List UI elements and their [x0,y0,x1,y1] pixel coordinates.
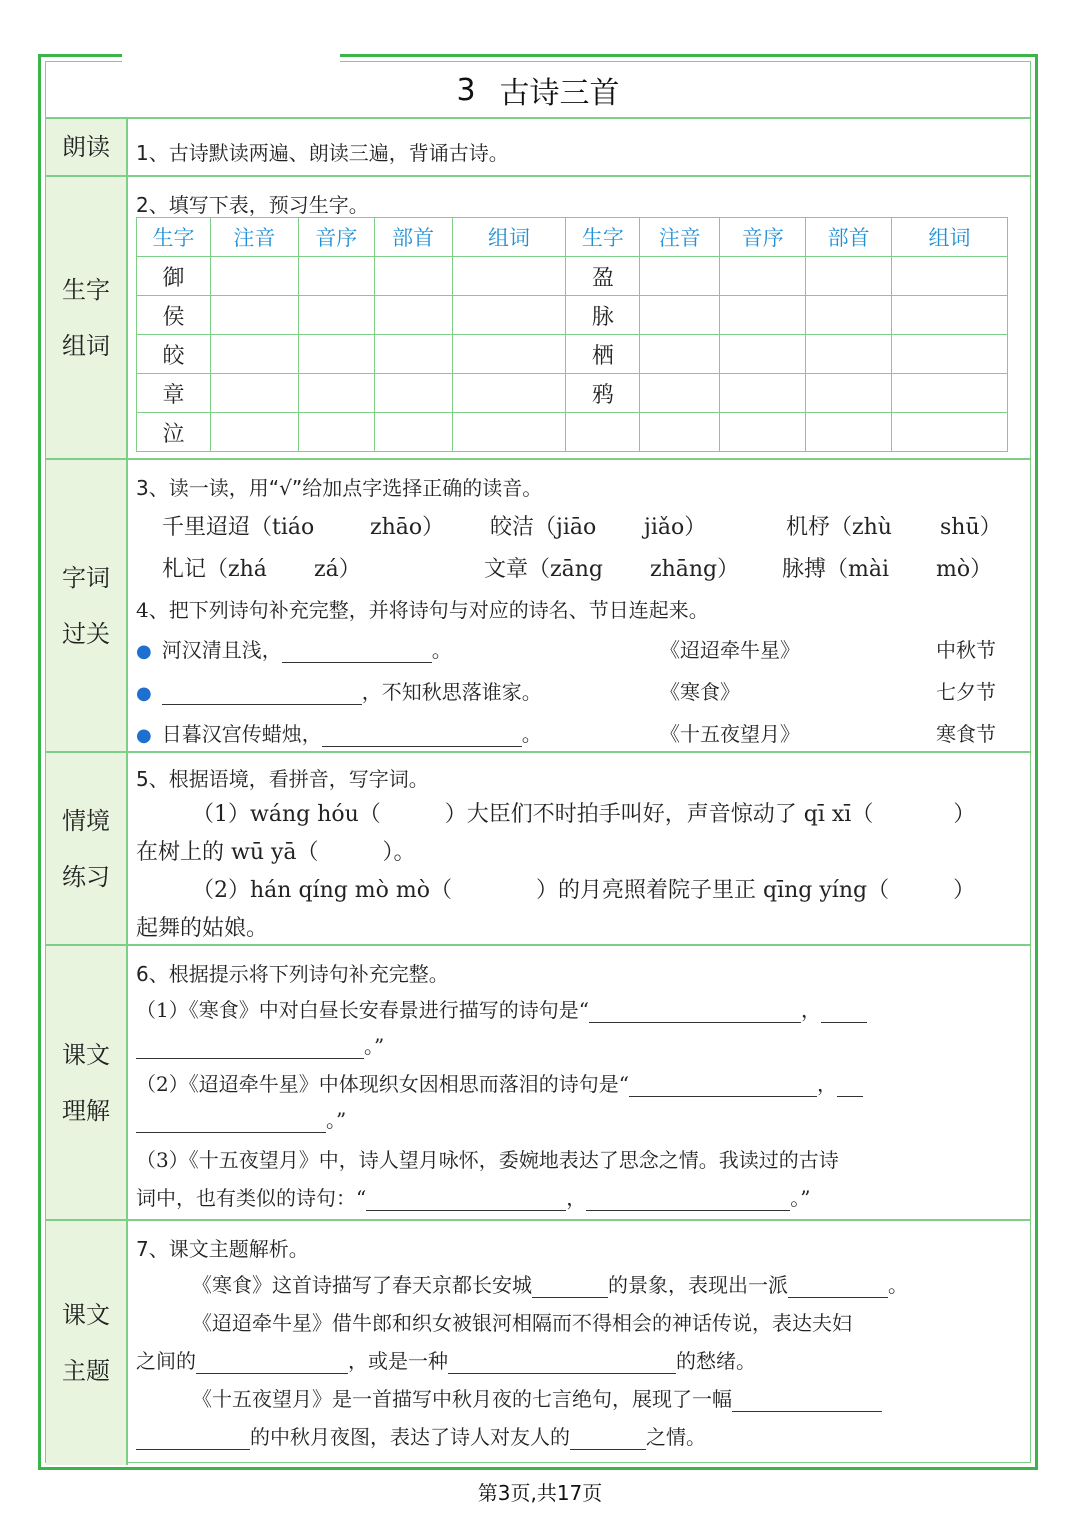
question-text: ， [566,1186,587,1210]
answer-blank[interactable] [282,640,432,663]
blank-cell[interactable] [452,257,566,296]
character-cell: 御 [137,257,211,296]
blank-cell[interactable] [806,374,892,413]
answer-blank[interactable] [629,1074,817,1097]
header-cell: 生字 [137,218,211,257]
pinyin-text: ）大臣们不时拍手叫好，声音惊动了 qī xī（ [444,802,874,827]
blank-cell[interactable] [210,335,298,374]
table-row [137,413,1008,452]
header-cell: 音序 [720,218,806,257]
question-2-cont [136,1104,346,1133]
poem-text: 。 [431,638,452,662]
poem-text: ，不知秋思落谁家。 [361,680,542,704]
blank-cell[interactable] [720,413,806,452]
blank-cell[interactable] [452,296,566,335]
pron-item: mò） [936,557,993,582]
poem-line [136,676,542,705]
instruction-1: 1、古诗默读两遍、朗读三遍，背诵古诗。 [136,141,509,165]
blank-cell[interactable] [640,335,720,374]
pinyin-item [136,835,416,866]
blank-cell[interactable] [298,296,374,335]
pinyin-text: ） [953,802,976,827]
header-cell: 组词 [452,218,566,257]
theme-line [192,1383,882,1412]
section-label [46,1221,128,1465]
header-cell: 注音 [210,218,298,257]
character-cell: 皎 [137,335,211,374]
label-text: 生字 [62,275,110,304]
character-table [136,217,1008,452]
header-cell: 音序 [298,218,374,257]
answer-blank[interactable] [821,1000,867,1023]
blank-cell[interactable] [720,335,806,374]
section-comprehension [46,944,1030,1219]
question-text: 。” [790,1186,811,1210]
theme-text: 的景象，表现出一派 [608,1273,788,1297]
blank-cell[interactable] [452,335,566,374]
blank-cell[interactable] [806,413,892,452]
character-cell [566,413,640,452]
section-context-practice [46,751,1030,944]
poem-text: 。 [521,722,542,746]
label-text: 字词 [62,563,110,592]
blank-cell[interactable] [210,374,298,413]
blank-cell[interactable] [298,413,374,452]
poem-title: 《寒食》 [660,680,740,704]
festival-name: 寒食节 [936,722,996,746]
blank-cell[interactable] [892,374,1008,413]
header-cell: 部首 [374,218,452,257]
blank-cell[interactable] [374,335,452,374]
header-cell: 组词 [892,218,1008,257]
bullet-icon: ● [136,725,152,746]
pron-item: zhāo） [370,515,445,540]
question-1 [136,994,867,1023]
theme-text: ，或是一种 [348,1349,448,1373]
table-row [137,374,1008,413]
answer-blank[interactable] [162,682,362,705]
section-label [46,177,128,458]
blank-cell[interactable] [892,335,1008,374]
blank-cell[interactable] [720,374,806,413]
pinyin-text: （2）hán qíng mò mò（ [192,878,453,903]
poem-title: 《迢迢牵牛星》 [660,638,800,662]
question-text: ， [800,998,821,1022]
character-cell: 盈 [566,257,640,296]
lesson-number: 3 [456,72,476,108]
pinyin-text: 在树上的 wū yā（ [136,840,319,865]
blank-cell[interactable] [640,413,720,452]
answer-blank[interactable] [837,1074,863,1097]
label-text: 朗读 [62,133,110,161]
pinyin-text: ） [953,878,976,903]
theme-line [192,1269,908,1298]
section-label [46,753,128,944]
answer-blank[interactable] [136,1427,250,1450]
question-3-cont [136,1182,810,1211]
theme-text: 的愁绪。 [676,1349,756,1373]
blank-cell[interactable] [640,257,720,296]
festival-name: 中秋节 [936,638,996,662]
frame-gap [122,48,340,62]
section-words [46,458,1030,751]
pinyin-item: 起舞的姑娘。 [136,916,269,941]
blank-cell[interactable] [210,257,298,296]
blank-cell[interactable] [374,257,452,296]
question-1-cont [136,1030,384,1059]
table-row [137,257,1008,296]
section-read-aloud [46,117,1030,175]
question-text: 。” [364,1034,385,1058]
character-cell: 鸦 [566,374,640,413]
poem-text: 河汉清且浅， [161,638,282,662]
theme-text: 《寒食》这首诗描写了春天京都长安城 [192,1273,532,1297]
character-cell: 脉 [566,296,640,335]
theme-line: 《迢迢牵牛星》借牛郎和织女被银河相隔而不得相会的神话传说，表达夫妇 [192,1311,852,1335]
poem-text: 日暮汉宫传蜡烛， [161,722,322,746]
blank-cell[interactable] [374,374,452,413]
blank-cell[interactable] [210,296,298,335]
answer-blank[interactable] [196,1351,348,1374]
blank-cell[interactable] [892,257,1008,296]
blank-cell[interactable] [640,296,720,335]
table-header-row [137,218,1008,257]
section-label [46,460,128,751]
poem-line [136,718,542,747]
pron-item: jiǎo） [644,515,707,540]
blank-cell[interactable] [806,296,892,335]
label-text: 练习 [62,862,110,891]
blank-cell[interactable] [806,257,892,296]
bullet-icon: ● [136,641,152,662]
instruction-4: 4、把下列诗句补充完整，并将诗句与对应的诗名、节日连起来。 [136,598,709,622]
character-cell: 泣 [137,413,211,452]
question-text: ， [816,1072,837,1096]
header-cell: 注音 [640,218,720,257]
answer-blank[interactable] [136,1110,326,1133]
pron-item: zhāng） [650,557,740,582]
festival-name: 七夕节 [936,680,996,704]
theme-line [136,1345,756,1374]
character-cell: 侯 [137,296,211,335]
section-new-characters [46,175,1030,458]
label-text: 过关 [62,619,110,648]
label-text: 课文 [62,1040,110,1069]
section-label [46,946,128,1219]
blank-cell[interactable] [892,296,1008,335]
blank-cell[interactable] [374,413,452,452]
blank-cell[interactable] [892,413,1008,452]
label-text: 课文 [62,1301,110,1329]
pron-item: 文章（zāng [484,557,603,582]
question-text: （1）《寒食》中对白昼长安春景进行描写的诗句是“ [136,998,589,1022]
blank-cell[interactable] [210,413,298,452]
poem-line [136,634,452,663]
page-number: 第3页,共17页 [477,1481,603,1505]
label-text: 情境 [62,806,110,835]
pinyin-item [192,797,975,828]
header-cell: 部首 [806,218,892,257]
instruction-7: 7、课文主题解析。 [136,1237,309,1261]
blank-cell[interactable] [374,296,452,335]
pinyin-item [192,873,975,904]
answer-blank[interactable] [586,1188,790,1211]
blank-cell[interactable] [720,296,806,335]
blank-cell[interactable] [298,335,374,374]
pron-item: 机杼（zhù [786,515,892,540]
blank-cell[interactable] [806,335,892,374]
pron-item: 札记（zhá [162,557,267,582]
header-cell: 生字 [566,218,640,257]
blank-cell[interactable] [640,374,720,413]
question-3: （3）《十五夜望月》中，诗人望月咏怀，委婉地表达了思念之情。我读过的古诗 [136,1148,839,1172]
question-text: （2）《迢迢牵牛星》中体现织女因相思而落泪的诗句是“ [136,1072,629,1096]
blank-cell[interactable] [298,374,374,413]
theme-text: 之情。 [646,1425,706,1449]
answer-blank[interactable] [532,1275,608,1298]
pron-item: 千里迢迢（tiáo [162,515,315,540]
answer-blank[interactable] [589,1000,801,1023]
pron-item: zá） [314,557,361,582]
character-cell: 章 [137,374,211,413]
pron-item: 脉搏（mài [782,557,890,582]
theme-text: 的中秋月夜图，表达了诗人对友人的 [250,1425,570,1449]
pron-item: shū） [940,515,1002,540]
instruction-3: 3、读一读，用“√”给加点字选择正确的读音。 [136,476,543,500]
blank-cell[interactable] [452,374,566,413]
instruction-6: 6、根据提示将下列诗句补充完整。 [136,962,449,986]
blank-cell[interactable] [298,257,374,296]
label-text: 理解 [62,1096,110,1125]
blank-cell[interactable] [452,413,566,452]
page-title [46,62,1030,118]
label-text: 主题 [62,1357,110,1385]
table-row [137,296,1008,335]
label-text: 组词 [62,331,110,360]
answer-blank[interactable] [570,1427,646,1450]
poem-title: 《十五夜望月》 [660,722,800,746]
answer-blank[interactable] [322,724,522,747]
pinyin-text: （1）wáng hóu（ [192,802,381,827]
character-cell: 栖 [566,335,640,374]
answer-blank[interactable] [366,1188,566,1211]
theme-text: 。 [888,1273,908,1297]
pron-item: 皎洁（jiāo [490,515,597,540]
theme-line [136,1421,706,1450]
answer-blank[interactable] [788,1275,888,1298]
theme-text: 《十五夜望月》是一首描写中秋月夜的七言绝句，展现了一幅 [192,1387,732,1411]
question-text: 。” [326,1108,347,1132]
answer-blank[interactable] [136,1036,364,1059]
instruction-5: 5、根据语境，看拼音，写字词。 [136,767,429,791]
pinyin-text: ）。 [382,840,416,865]
section-theme [46,1219,1030,1465]
lesson-title: 古诗三首 [499,76,620,111]
question-2 [136,1068,863,1097]
pinyin-text: ）的月亮照着院子里正 qīng yíng（ [536,878,890,903]
answer-blank[interactable] [732,1389,882,1412]
theme-text: 之间的 [136,1349,196,1373]
question-text: 词中，也有类似的诗句：“ [136,1186,367,1210]
blank-cell[interactable] [720,257,806,296]
bullet-icon: ● [136,683,152,704]
instruction-2: 2、填写下表，预习生字。 [136,193,369,217]
answer-blank[interactable] [448,1351,676,1374]
table-row [137,335,1008,374]
section-label [46,119,128,175]
